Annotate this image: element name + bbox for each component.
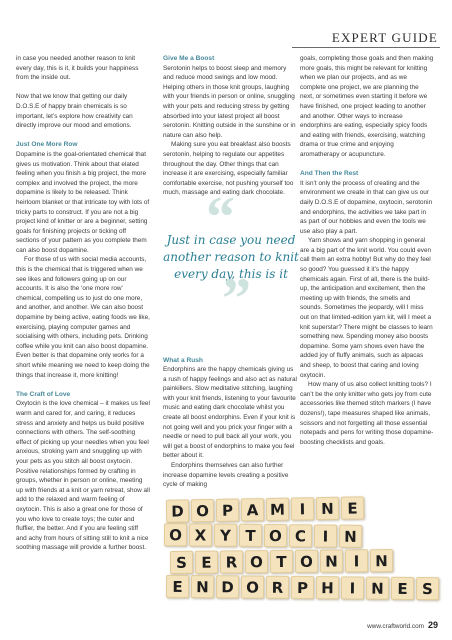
- letter-tile: P: [291, 576, 314, 599]
- paragraph: in case you needed another reason to knit every day, this is it, it builds your happiness from the inside out.: [16, 55, 139, 82]
- letter-tile: I: [314, 524, 337, 547]
- subheading-give-me-a-boost: Give Me a Boost: [163, 55, 215, 62]
- paragraph: Oxytocin is the love chemical – it makes us feel warm and cared for, and caring, it reduces stress and anxiety and helps us build positive connections with others. The self-soothing effect of picking up your needles when you feel anxious, stroking yarn and snuggling up with your pets as you stitch all boost oxytocin. Positive relationships formed by crafting in groups, whether in person or online, meeting up with friends at a knit or yarn retreat, show all add to the relaxed and warm feeling of oxytocin. This is also a great one for those of you who love to create toys; the cuter and fluffier, the better. And if you are feeling stiff and achy from hours of sitting still to knit a nice soothing massage will provide a further boost.: [16, 400, 150, 552]
- paragraph: Now that we know that getting our daily D.O.S.E of happy brain chemicals is so important, let’s explore how creativity can directly improve our mood and emotions.: [16, 93, 133, 130]
- letter-tile: S: [170, 551, 193, 574]
- letter-tile: P: [216, 498, 239, 521]
- letter-tile: E: [195, 551, 218, 574]
- letter-tile: E: [391, 577, 414, 600]
- page-footer: [367, 620, 438, 630]
- letter-tile: D: [166, 499, 189, 522]
- letter-tile: T: [270, 550, 293, 573]
- letter-tile: X: [189, 523, 212, 546]
- letter-tile: N: [320, 549, 343, 572]
- page-number: 29: [427, 620, 438, 630]
- letter-tile: R: [266, 576, 289, 599]
- paragraph: Dopamine is the goal-orientated chemical that gives us motivation. Think about that elated feeling when you finish a big project, the more complex and involved the project, the more dopamine is likely to be released. Think heirloom blanket or that intricate toy with lots of tricky parts to construct. If you are not a big project kind of knitter or are a beginner, setting goals for finishing projects or ticking off sections of your pattern as you complete them can also boost dopamine.: [16, 150, 150, 254]
- letter-tile: I: [291, 497, 314, 520]
- letter-tile: D: [216, 575, 239, 598]
- tile-row-endorphines: [166, 575, 441, 600]
- paragraph: How many of us also collect knitting tools? I can’t be the only knitter who gets joy from cute accessories like themed stitch markers (I have dozens!), tape measures shaped like animals, scissors and not forgetting all those essential notepads and pens for writing those dopamine-boosting checklists and goals.: [300, 381, 434, 446]
- letter-tile: N: [370, 549, 393, 572]
- letter-tiles-image: [0, 488, 452, 608]
- letter-tile: O: [245, 550, 268, 573]
- letter-tile: H: [316, 576, 339, 599]
- pull-quote-text: Just in case you need another reason to knit every day, this is it: [163, 233, 299, 281]
- paragraph: Serotonin helps to boost sleep and memory and reduce mood swings and low mood. Helping others in those knit groups, laughing with your friends in person or online, snuggling with your pets and reducing stress by getting absorbed into your latest project all boost serotonin. Knitting outside in the sunshine or in nature can also help.: [163, 64, 296, 139]
- subheading-craft-of-love: The Craft of Love: [16, 390, 71, 398]
- letter-tile: O: [191, 499, 214, 522]
- letter-tile: O: [264, 524, 287, 547]
- letter-tile: N: [339, 525, 362, 548]
- letter-tile: M: [266, 498, 289, 521]
- footer-url: www.craftworld.com: [367, 623, 424, 630]
- paragraph: Yarn shows and yarn shopping in general are a big part of the knit world. You could even call them an extra hobby! But why do they feel so good? You guessed it it’s the happy chemicals again. First of all, there is the build-up, the anticipation and excitement, then the meeting up with friends, the smells and sounds. Sometimes the jeopardy, will I miss out on that limited-edition yarn kit, will I meet a knit superstar? There might be classes to learn something new. Spending money also boosts dopamine. Some yarn shows even have the added joy of fluffy animals, such as alpacas and sheep, to boost that caring and loving oxytocin.: [300, 237, 433, 379]
- paragraph: Endorphins themselves can also further increase dopamine levels creating a positive cycle of making: [163, 462, 289, 489]
- tile-row-serotonin: [170, 549, 395, 574]
- letter-tile: Y: [214, 524, 237, 547]
- letter-tile: O: [164, 523, 187, 546]
- subheading-and-then-the-rest: And Then the Rest: [300, 170, 359, 178]
- letter-tile: N: [191, 575, 214, 598]
- letter-tile: N: [366, 577, 389, 600]
- header-rule: [292, 47, 440, 48]
- letter-tile: I: [341, 576, 364, 599]
- column-3: [300, 54, 434, 447]
- letter-tile: E: [166, 575, 189, 598]
- subheading-what-a-rush: What a Rush: [163, 356, 203, 364]
- letter-tile: E: [341, 496, 364, 519]
- tile-row-dopamine: [166, 496, 366, 522]
- column-1: [16, 54, 150, 553]
- letter-tile: N: [316, 497, 339, 520]
- tile-row-oxytocin: [164, 523, 364, 548]
- letter-tile: S: [416, 577, 439, 600]
- letter-tile: T: [239, 524, 262, 547]
- paragraph: For those of us with social media accounts, this is the chemical that is triggered when we see likes and followers going up on our accounts. It is also the ‘one more row’ chemical, compelling us to just do one more, and another, and another. We can also boost dopamine by being active, eating foods we like, exercising, playing computer games and socialising with others, including pets. Drinking coffee while you knit can also boost dopamine. Even better is that dopamine only works for a short while meaning we need to keep doing the things that increase it, more knitting!: [16, 256, 150, 379]
- paragraph: Making sure you eat breakfast also boosts serotonin, helping to regulate our appetites throughout the day. Other things that can increase it are exercising, especially familiar comfortable exercise, not pushing yourself too much, massage and eating dark chocolate.: [163, 141, 294, 197]
- letter-tile: I: [345, 549, 368, 572]
- paragraph: It isn’t only the process of creating and the environment we create in that can give us our daily D.O.S.E of dopamine, oxytocin, serotonin and endorphins, the activities we take part in as part of our hobbies and even the tools we use also play a part.: [300, 179, 433, 235]
- close-quote-mark: ”: [222, 266, 251, 331]
- letter-tile: O: [295, 550, 318, 573]
- letter-tile: C: [289, 524, 312, 547]
- paragraph: goals, completing those goals and then making more goals, this might be relevant for knitting when we plan our projects, and as we complete one project, we are planning the next, or sometimes even starting it before we have finished, one project leading to another and another. Other ways to increase endorphins are eating, especially spicy foods and eating with friends, exercising, watching drama or true crime and enjoying aromatherapy or acupuncture.: [300, 55, 434, 158]
- pull-quote: [162, 184, 300, 331]
- paragraph: Endorphins are the happy chemicals giving us a rush of happy feelings and also act as natural painkillers. Slow meditative stitching, laughing with your knit friends, listening to your favourite music and eating dark chocolate whilst you create all boost endorphins. Even if your knit is not going well and you prick your finger with a needle or need to pull back all your work, you will get a boost of endorphins to make you feel better about it.: [163, 366, 297, 460]
- open-quote-mark: “: [206, 184, 235, 249]
- letter-tile: O: [241, 575, 264, 598]
- section-header: EXPERT GUIDE: [331, 30, 438, 45]
- letter-tile: A: [241, 498, 264, 521]
- letter-tile: R: [220, 550, 243, 573]
- subheading-just-one-more-row: Just One More Row: [16, 141, 78, 149]
